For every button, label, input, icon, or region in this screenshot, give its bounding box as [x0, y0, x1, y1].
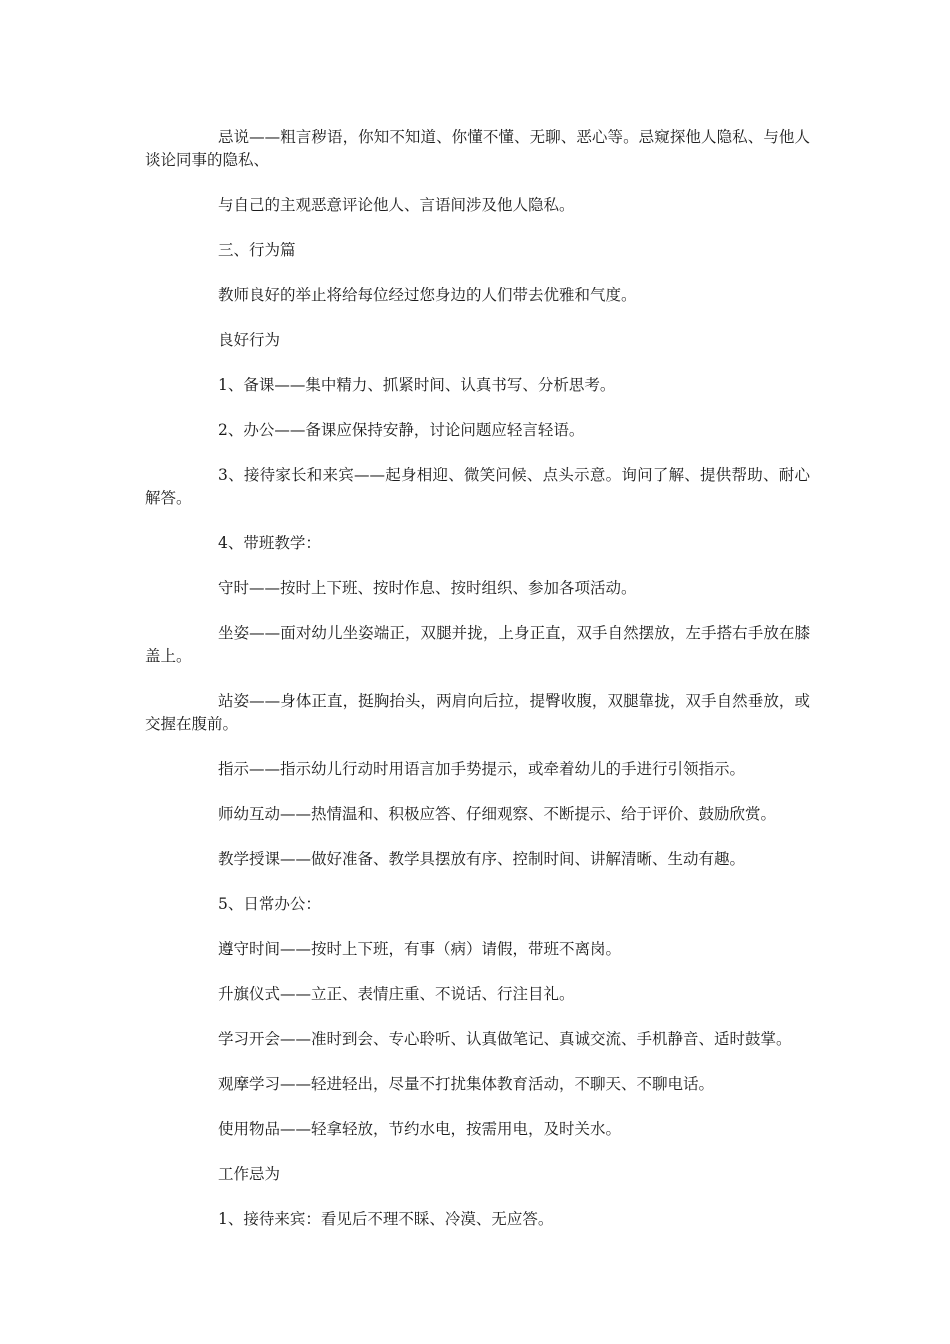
paragraph-flag-ceremony: 升旗仪式——立正、表情庄重、不说话、行注目礼。 — [218, 985, 575, 1003]
paragraph-taboo-speech-cont: 与自己的主观恶意评论他人、言语间涉及他人隐私。 — [218, 196, 575, 214]
section-heading-behavior: 三、行为篇 — [218, 241, 296, 259]
paragraph-time-keeping: 遵守时间——按时上下班，有事（病）请假，带班不离岗。 — [218, 940, 622, 958]
list-item-daily-office: 5、日常办公： — [218, 895, 321, 913]
paragraph-meetings: 学习开会——准时到会、专心聆听、认真做笔记、真诚交流、手机静音、适时鼓掌。 — [218, 1030, 792, 1048]
paragraph-intro: 教师良好的举止将给每位经过您身边的人们带去优雅和气度。 — [218, 286, 637, 304]
list-item-reception: 3、接待家长和来宾——起身相迎、微笑问候、点头示意。询问了解、提供帮助、耐心解答。 — [145, 466, 810, 507]
paragraph-sitting: 坐姿——面对幼儿坐姿端正，双腿并拢，上身正直，双手自然摆放，左手搭右手放在膝盖上。 — [145, 624, 810, 665]
paragraph-interaction: 师幼互动——热情温和、积极应答、仔细观察、不断提示、给于评价、鼓励欣赏。 — [218, 805, 777, 823]
subheading-work-taboos: 工作忌为 — [218, 1165, 281, 1183]
list-item-office: 2、办公——备课应保持安静，讨论问题应轻言轻语。 — [218, 421, 585, 439]
list-item-receiving-guests: 1、接待来宾：看见后不理不睬、冷漠、无应答。 — [218, 1210, 554, 1228]
list-item-teaching: 4、带班教学： — [218, 534, 321, 552]
subheading-good-behavior: 良好行为 — [218, 331, 281, 349]
paragraph-standing: 站姿——身体正直，挺胸抬头，两肩向后拉，提臀收腹，双腿靠拢，双手自然垂放，或交握在腹前。 — [145, 692, 810, 733]
paragraph-instruction: 指示——指示幼儿行动时用语言加手势提示，或牵着幼儿的手进行引领指示。 — [218, 760, 746, 778]
paragraph-taboo-speech: 忌说——粗言秽语，你知不知道、你懂不懂、无聊、恶心等。忌窥探他人隐私、与他人谈论同事的隐私、 — [145, 128, 810, 169]
paragraph-observation: 观摩学习——轻进轻出，尽量不打扰集体教育活动，不聊天、不聊电话。 — [218, 1075, 715, 1093]
document-body — [145, 126, 810, 1253]
paragraph-supplies: 使用物品——轻拿轻放，节约水电，按需用电，及时关水。 — [218, 1120, 622, 1138]
paragraph-lecturing: 教学授课——做好准备、教学具摆放有序、控制时间、讲解清晰、生动有趣。 — [218, 850, 746, 868]
list-item-lesson-prep: 1、备课——集中精力、抓紧时间、认真书写、分析思考。 — [218, 376, 616, 394]
paragraph-punctuality: 守时——按时上下班、按时作息、按时组织、参加各项活动。 — [218, 579, 637, 597]
